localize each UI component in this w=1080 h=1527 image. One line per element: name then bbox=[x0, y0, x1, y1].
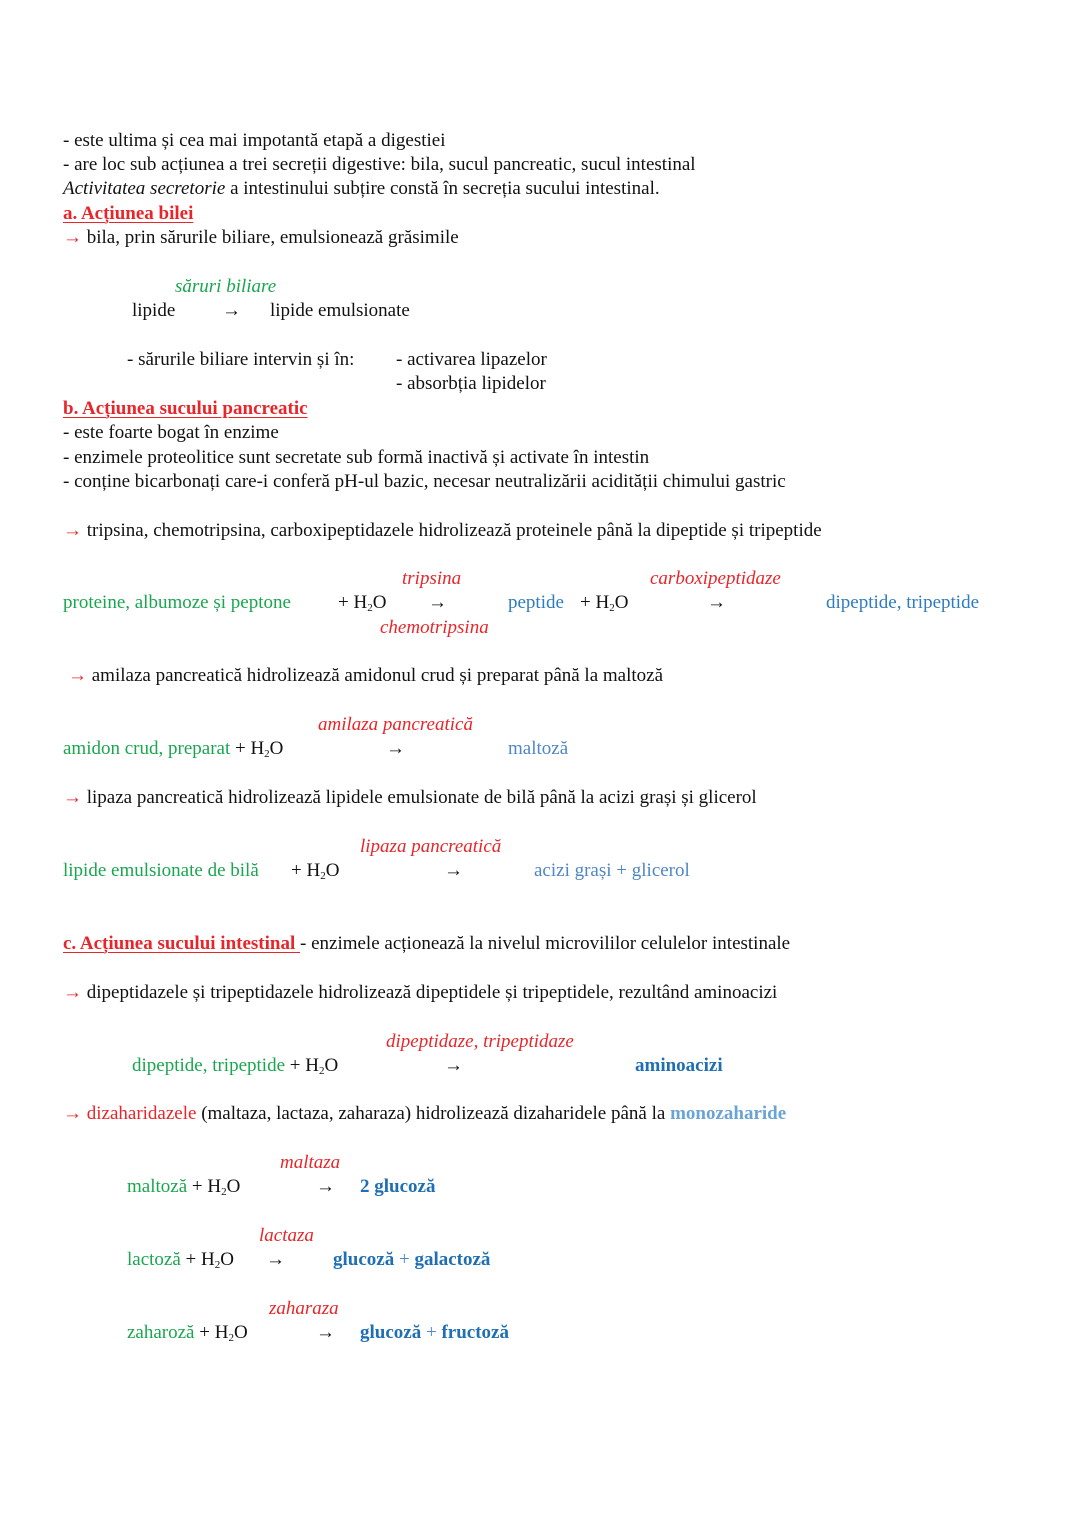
water-o: O bbox=[220, 1249, 234, 1270]
water-sub: 2 bbox=[221, 1186, 227, 1198]
enzyme-chemotripsina: chemotripsina bbox=[380, 617, 489, 638]
product-aminoacizi: aminoacizi bbox=[635, 1055, 723, 1076]
intro-line-2: - are loc sub acțiunea a trei secreții digestive: bila, sucul pancreatic, sucul intestinal bbox=[63, 154, 696, 175]
section-b-r2-desc: amilaza pancreatică hidrolizează amidonul crud și preparat până la maltoză bbox=[91, 665, 664, 686]
red-arrow-icon: → bbox=[68, 665, 87, 686]
enzyme-dipeptidaze: dipeptidaze, tripeptidaze bbox=[386, 1031, 574, 1052]
section-b-r3-desc: lipaza pancreatică hidrolizează lipidele emulsionate de bilă până la acizi grași și glicerol bbox=[86, 787, 757, 808]
water-sub: 2 bbox=[228, 1332, 234, 1344]
plus-sign: + bbox=[394, 1249, 415, 1270]
bile-salts-note-item-1: - activarea lipazelor bbox=[396, 349, 547, 370]
water-3 bbox=[291, 860, 339, 887]
section-c-heading-line bbox=[63, 933, 790, 955]
product-glucoza: glucoză bbox=[360, 1322, 422, 1343]
reactant-amidon-text: amidon crud, preparat bbox=[63, 738, 231, 759]
water-sub: 2 bbox=[318, 1065, 325, 1077]
enzyme-lipaza: lipaza pancreatică bbox=[360, 836, 502, 857]
enzyme-zaharaza: zaharaza bbox=[269, 1298, 339, 1319]
section-b-reaction-3-text bbox=[63, 787, 757, 809]
enzyme-carboxipeptidaze: carboxipeptidaze bbox=[650, 568, 781, 589]
water-1 bbox=[338, 592, 386, 619]
section-a-arrow-text: bila, prin sărurile biliare, emulsionează grăsimile bbox=[86, 227, 459, 248]
product-fructoza: fructoză bbox=[441, 1322, 509, 1343]
reaction-arrow: → bbox=[316, 1176, 335, 1197]
red-arrow-icon: → bbox=[63, 520, 82, 541]
product-galactoza: galactoză bbox=[414, 1249, 491, 1270]
section-b-heading: b. Acțiunea sucului pancreatic bbox=[63, 398, 308, 419]
section-b-line-3: - conține bicarbonați care-i conferă pH-ul bazic, necesar neutralizării acidității chimului gastric bbox=[63, 471, 786, 492]
water-o: O bbox=[226, 1176, 241, 1197]
water-sub: 2 bbox=[264, 748, 270, 760]
intermediate-peptide: peptide bbox=[508, 592, 564, 613]
reactant-zaharoza-text: zaharoză bbox=[127, 1322, 195, 1343]
product-dipeptide-tripeptide: dipeptide, tripeptide bbox=[826, 592, 980, 613]
water-o: O bbox=[614, 592, 629, 613]
reaction-arrow: → bbox=[386, 738, 405, 759]
enzyme-lactaza: lactaza bbox=[259, 1225, 314, 1246]
reactant-proteine: proteine, albumoze și peptone bbox=[63, 592, 291, 613]
reaction-arrow: → bbox=[316, 1322, 335, 1343]
water-h: + H bbox=[580, 592, 610, 613]
section-c-reaction-1-text bbox=[63, 982, 777, 1004]
section-a-heading: a. Acțiunea bilei bbox=[63, 203, 194, 224]
reaction-arrow: → bbox=[444, 860, 463, 881]
reaction-arrow: → bbox=[707, 592, 726, 613]
water-o: O bbox=[325, 860, 340, 881]
intro-line-1: - este ultima și cea mai impotantă etapă a digestiei bbox=[63, 130, 446, 151]
reactant-lactoza-text: lactoză bbox=[127, 1249, 181, 1270]
section-c-reaction-2-text bbox=[63, 1103, 786, 1125]
water-o: O bbox=[269, 738, 284, 759]
section-a-arrow-line bbox=[63, 227, 459, 249]
enzyme-saruri-biliare: săruri biliare bbox=[175, 276, 277, 297]
reactant-lipide: lipide bbox=[132, 300, 176, 321]
section-c-r1-desc: dipeptidazele și tripeptidazele hidrolizează dipeptidele și tripeptidele, rezultând aminoacizi bbox=[86, 982, 778, 1003]
product-glucoza-fructoza bbox=[360, 1322, 509, 1344]
water-h: + H bbox=[285, 1055, 319, 1076]
red-arrow-icon: → bbox=[63, 227, 82, 248]
section-b-line-1: - este foarte bogat în enzime bbox=[63, 422, 279, 443]
water-h: + H bbox=[291, 860, 321, 881]
product-lipide-emulsionate: lipide emulsionate bbox=[270, 300, 410, 321]
reactant-zaharoza bbox=[127, 1322, 248, 1349]
monozaharide-label: monozaharide bbox=[670, 1103, 787, 1124]
product-maltoza: maltoză bbox=[508, 738, 569, 759]
section-b-reaction-1-text bbox=[63, 520, 822, 542]
intro-line-3 bbox=[63, 178, 660, 200]
water-sub: 2 bbox=[609, 602, 615, 614]
enzyme-amilaza: amilaza pancreatică bbox=[318, 714, 473, 735]
reactant-lactoza bbox=[127, 1249, 234, 1276]
section-c-heading-rest: - enzimele acționează la nivelul microvililor celulelor intestinale bbox=[300, 933, 791, 954]
water-h: + H bbox=[187, 1176, 222, 1197]
reactant-amidon bbox=[63, 738, 283, 765]
red-arrow-icon: → bbox=[63, 982, 82, 1003]
water-h: + H bbox=[338, 592, 368, 613]
bile-salts-note-item-2: - absorbția lipidelor bbox=[396, 373, 546, 394]
water-h: + H bbox=[180, 1249, 215, 1270]
plus-sign: + bbox=[421, 1322, 442, 1343]
dizaharidazele-label: dizaharidazele bbox=[86, 1103, 197, 1124]
product-acizi-grasi-glicerol: acizi grași + glicerol bbox=[534, 860, 690, 881]
water-2 bbox=[580, 592, 628, 619]
product-2-glucoza: 2 glucoză bbox=[360, 1176, 436, 1197]
water-o: O bbox=[324, 1055, 339, 1076]
reactant-dipeptide-text: dipeptide, tripeptide bbox=[132, 1055, 286, 1076]
section-b-reaction-2-text bbox=[68, 665, 663, 687]
product-glucoza: glucoză bbox=[333, 1249, 395, 1270]
reaction-arrow: → bbox=[266, 1249, 285, 1270]
water-o: O bbox=[372, 592, 387, 613]
red-arrow-icon: → bbox=[63, 1103, 82, 1124]
enzyme-tripsina: tripsina bbox=[402, 568, 462, 589]
enzyme-maltaza: maltaza bbox=[280, 1152, 341, 1173]
section-b-line-2: - enzimele proteolitice sunt secretate sub formă inactivă și activate în intestin bbox=[63, 447, 650, 468]
reactant-dipeptide bbox=[132, 1055, 338, 1082]
intro-line-3-rest: a intestinului subțire constă în secreția sucului intestinal. bbox=[225, 178, 660, 199]
section-b-r1-desc: tripsina, chemotripsina, carboxipeptidazele hidrolizează proteinele până la dipeptide și tripeptide bbox=[86, 520, 822, 541]
reactant-maltoza-text: maltoză bbox=[127, 1176, 188, 1197]
product-glucoza-galactoza bbox=[333, 1249, 490, 1271]
water-sub: 2 bbox=[320, 870, 326, 882]
reaction-arrow: → bbox=[428, 592, 447, 613]
reactant-maltoza bbox=[127, 1176, 240, 1203]
reaction-arrow: → bbox=[222, 300, 241, 321]
water-sub: 2 bbox=[214, 1259, 221, 1271]
bile-salts-note-label: - sărurile biliare intervin și în: bbox=[127, 349, 355, 370]
reaction-arrow: → bbox=[444, 1055, 463, 1076]
water-h: + H bbox=[230, 738, 265, 759]
water-sub: 2 bbox=[367, 602, 373, 614]
red-arrow-icon: → bbox=[63, 787, 82, 808]
reactant-lipide-emulsionate: lipide emulsionate de bilă bbox=[63, 860, 259, 881]
water-h: + H bbox=[194, 1322, 229, 1343]
section-c-heading: c. Acțiunea sucului intestinal bbox=[63, 933, 300, 954]
water-o: O bbox=[233, 1322, 248, 1343]
section-c-r2-desc: (maltaza, lactaza, zaharaza) hidrolizează dizaharidele până la bbox=[196, 1103, 671, 1124]
intro-line-3-italic: Activitatea secretorie bbox=[63, 178, 226, 199]
